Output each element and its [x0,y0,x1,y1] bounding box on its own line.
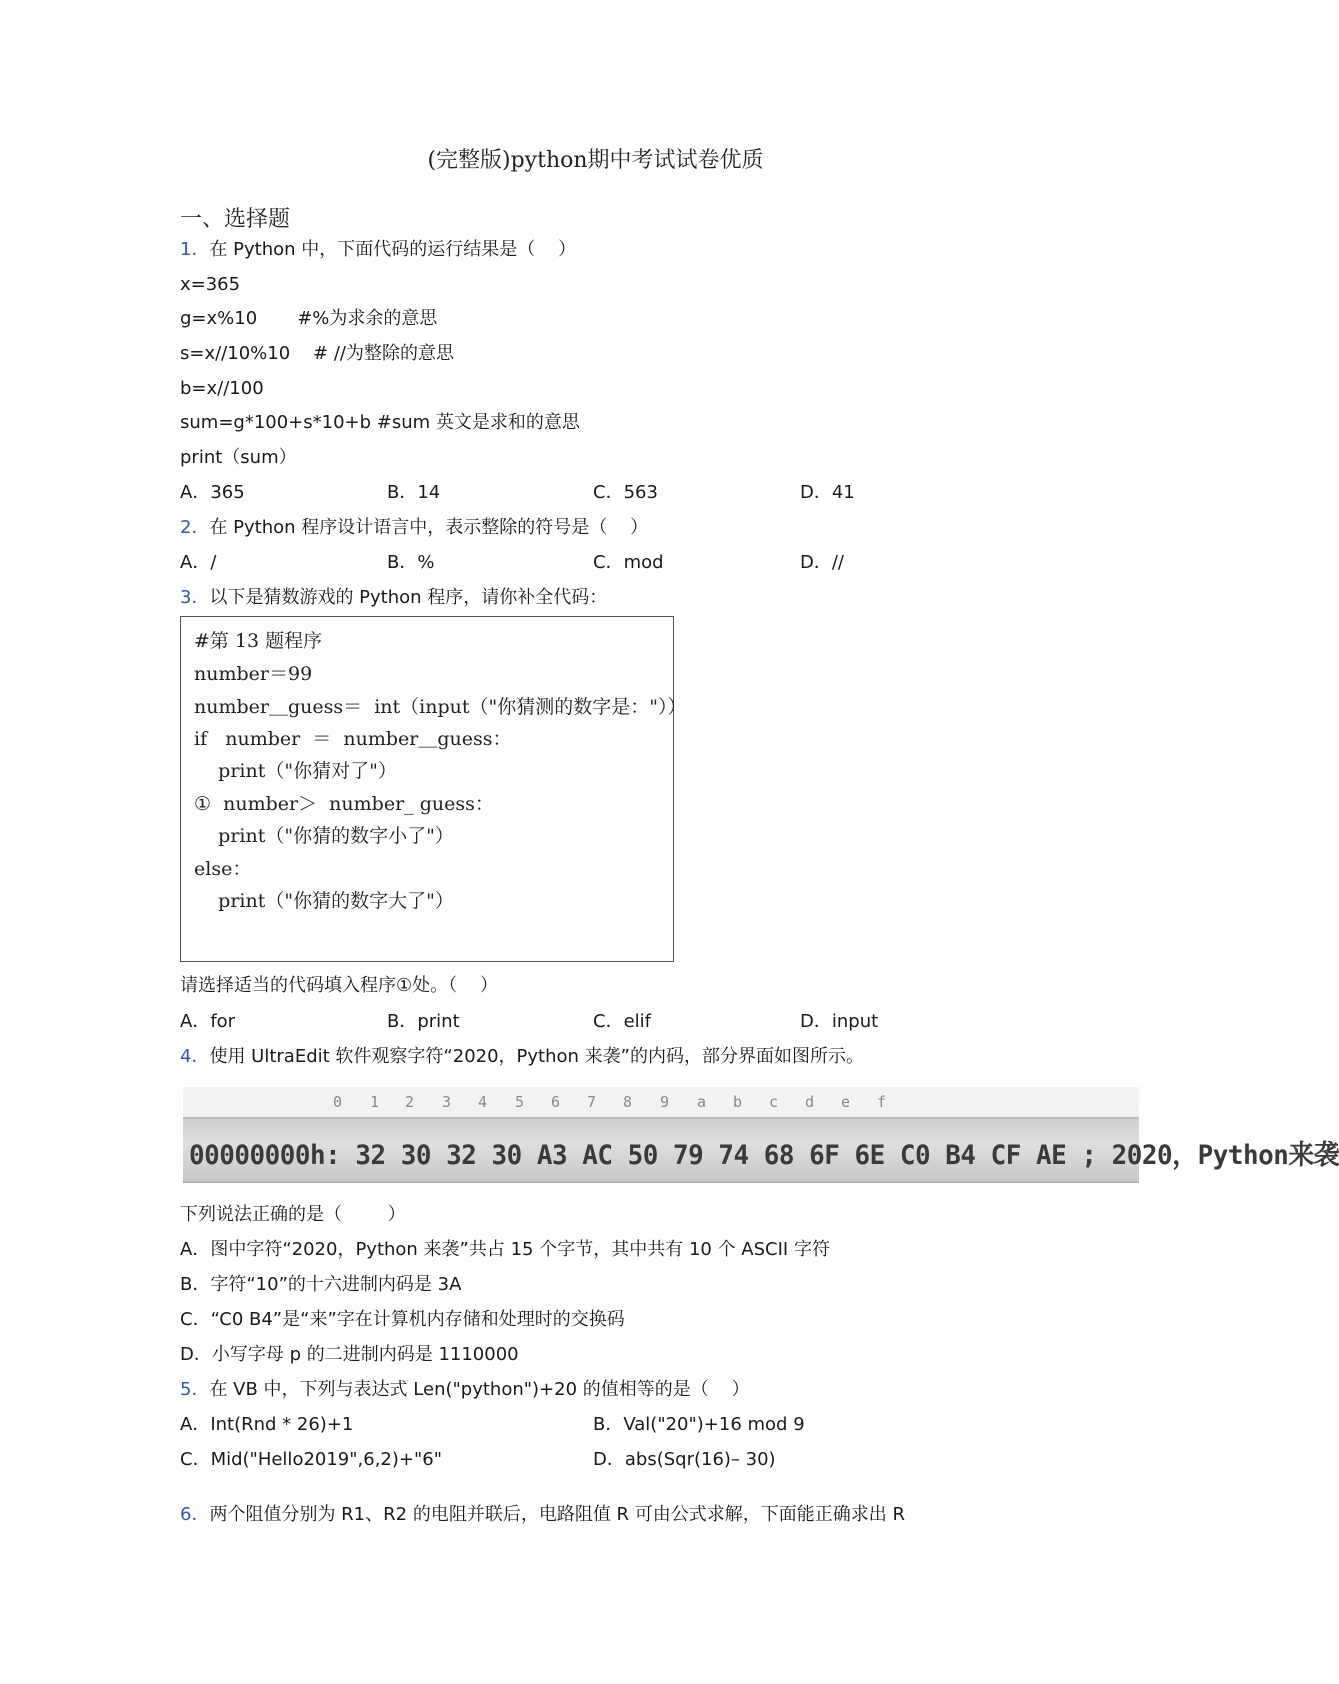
code-line: s=x//10%10 # //为整除的意思 [180,343,454,364]
hex-column-label: 3 [442,1093,452,1111]
question-4 [180,1045,864,1069]
option-b: B．% [387,552,435,573]
option-c: C．563 [593,482,658,503]
code-line: print（"你猜的数字大了"） [194,890,454,912]
question-stem: 以下是猜数游戏的 Python 程序，请你补全代码： [209,587,608,608]
hex-column-label: d [805,1093,815,1111]
option-b: B．print [387,1011,460,1032]
code-line: g=x%10 #%为求余的意思 [180,308,438,329]
hex-column-label: 0 [333,1093,343,1111]
question-stem: 在 Python 程序设计语言中，表示整除的符号是（ ） [209,517,649,538]
option-d: D．小写字母 p 的二进制内码是 1110000 [180,1344,519,1365]
code-line: if number ＝ number＿guess： [194,728,512,750]
code-line: x=365 [180,274,241,295]
code-line: number＿guess＝ int（input（"你猜测的数字是："）） [194,696,687,718]
hex-column-label: b [733,1093,743,1111]
question-6 [180,1503,905,1527]
question-stem: 使用 UltraEdit 软件观察字符“2020，Python 来袭”的内码，部分界面如图所示。 [209,1046,864,1067]
hex-column-label: e [841,1093,851,1111]
hex-column-label: c [769,1093,779,1111]
option-a: A．for [180,1011,236,1032]
question-prompt: 请选择适当的代码填入程序①处。（ ） [180,975,499,996]
hex-column-header [183,1093,1139,1115]
option-b: B．14 [387,482,441,503]
option-a: A．365 [180,482,245,503]
hex-column-label: 4 [478,1093,488,1111]
hex-column-label: 6 [551,1093,561,1111]
question-number: 1． [180,239,210,260]
question-number: 6． [180,1504,210,1525]
question-5 [180,1378,750,1402]
option-c: C．mod [593,552,664,573]
program-code-box [180,616,687,962]
option-c: C．Mid("Hello2019",6,2)+"6" [180,1449,443,1470]
question-3 [180,586,607,610]
question-prompt: 下列说法正确的是（ ） [180,1204,406,1225]
question-stem: 在 Python 中，下面代码的运行结果是（ ） [209,239,577,260]
code-line: print（sum） [180,447,297,468]
code-line: print（"你猜对了"） [194,760,397,782]
hex-column-label: 8 [623,1093,633,1111]
hex-data-row [183,1117,1339,1183]
option-a: A．/ [180,552,217,573]
option-b: B．Val("20")+16 mod 9 [593,1414,805,1435]
option-d: D．abs(Sqr(16)– 30) [593,1449,776,1470]
code-line: ① number＞ number_ guess： [194,793,494,815]
question-stem: 在 VB 中，下列与表达式 Len("python")+20 的值相等的是（ ） [209,1379,750,1400]
hex-column-label: 1 [370,1093,380,1111]
option-c: C．elif [593,1011,651,1032]
section-heading: 一、选择题 [180,207,291,232]
code-line: else： [194,858,252,880]
ultraedit-hex-screenshot [183,1087,1339,1182]
option-b: B．字符“10”的十六进制内码是 3A [180,1274,462,1295]
hex-column-label: f [877,1093,887,1111]
hex-column-label: 2 [405,1093,415,1111]
question-number: 3． [180,587,210,608]
option-d: D．input [800,1011,879,1032]
hex-column-label: a [697,1093,707,1111]
question-stem: 两个阻值分别为 R1、R2 的电阻并联后，电路阻值 R 可由公式求解，下面能正确求出 R [209,1504,905,1525]
question-number: 5． [180,1379,210,1400]
hex-line: 00000000h: 32 30 32 30 A3 AC 50 79 74 68 6F 6E C0 B4 CF AE ; 2020，Python来袭 [189,1140,1339,1171]
option-d: D．// [800,552,844,573]
option-a: A．图中字符“2020，Python 来袭”共占 15 个字节，其中共有 10 个 ASCII 字符 [180,1239,830,1260]
option-c: C．“C0 B4”是“来”字在计算机内存储和处理时的交换码 [180,1309,625,1330]
code-line: b=x//100 [180,378,264,399]
code-line: number＝99 [194,663,313,685]
option-a: A．Int(Rnd * 26)+1 [180,1414,354,1435]
code-line: #第 13 题程序 [194,630,323,652]
hex-column-label: 9 [660,1093,670,1111]
hex-column-label: 7 [587,1093,597,1111]
question-1 [180,238,576,262]
code-line: sum=g*100+s*10+b #sum 英文是求和的意思 [180,412,580,433]
question-number: 2． [180,517,210,538]
question-number: 4． [180,1046,210,1067]
code-line: print（"你猜的数字小了"） [194,825,454,847]
question-2 [180,516,648,540]
hex-column-label: 5 [515,1093,525,1111]
option-d: D．41 [800,482,855,503]
page-title: (完整版)python期中考试试卷优质 [427,148,764,173]
